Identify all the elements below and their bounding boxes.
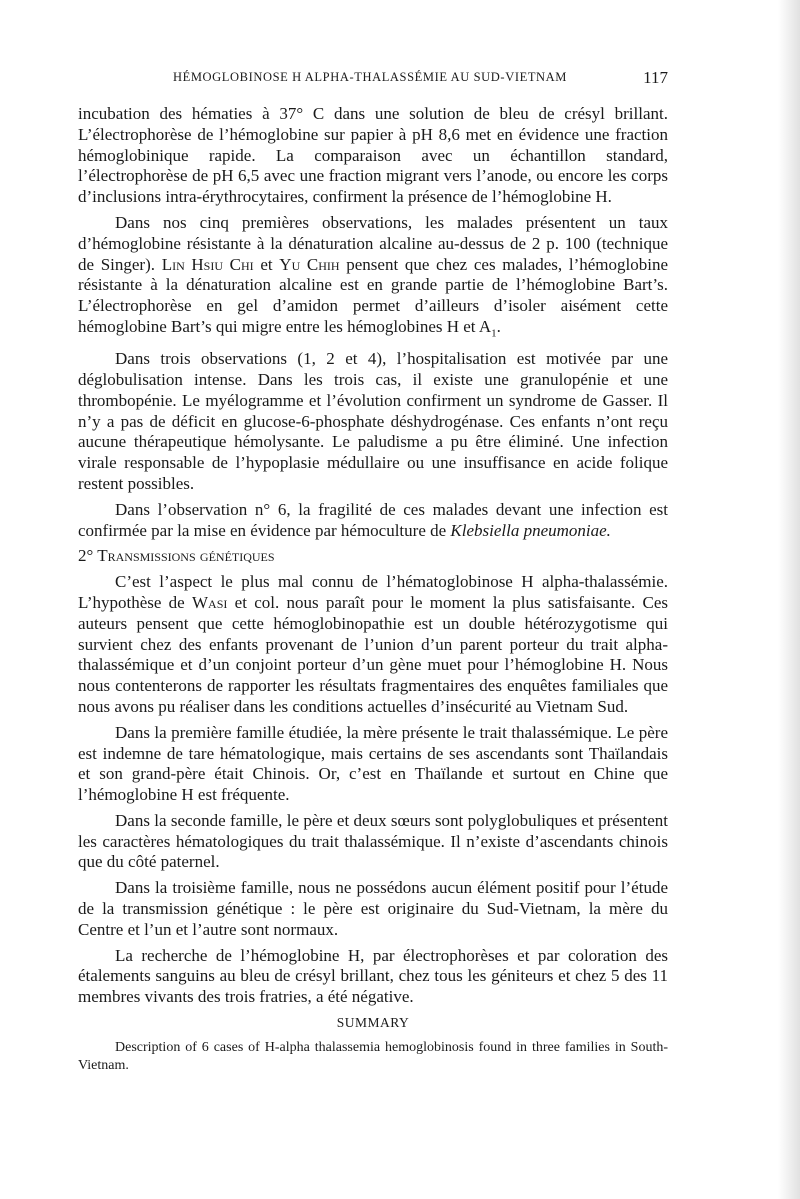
summary-title: SUMMARY [336, 1015, 410, 1031]
paragraph-5-text-b: et col. nous paraît pour le moment la plus satisfaisante. Ces auteurs pensent que cette hémoglobinopathie est un double hétérozygotisme qui survient chez des enfants provenant de l’union d’un parent porteur du trait alpha-thalassémique et d’un conjoint porteur d’un gène muet pour l’hémoglobine H. Nous nous contenterons de rapporter les résultats fragmentaires des enquêtes familiales que nous avons pu réaliser dans les conditions actuelles d’insécurité au Vietnam Sud. [78, 592, 668, 716]
author-wasi: Wasi [192, 592, 228, 612]
paragraph-3: Dans trois observations (1, 2 et 4), l’hospitalisation est motivée par une déglobulisation intense. Dans les trois cas, il existe une granulopénie et une thrombopénie. Le myélogramme et l’évolution confirment un syndrome de Gasser. Il n’y a pas de déficit en glucose-6-phosphate déshydrogénase. Ces enfants n’ont reçu aucune thérapeutique hémolysante. Le paludisme a pu être éliminé. Une infection virale responsable de l’hypoplasie médullaire ou une insuffisance en acide folique restent possibles. [78, 349, 668, 493]
page-edge-shadow [778, 0, 800, 1199]
paragraph-2-text-c: pensent que chez ces malades, l’hémoglobine résistante à la dénaturation alcaline est en grande partie de l’hémoglobine Bart’s. L’électrophorèse en gel d’amidon permet d’ailleurs d’isoler aisément cette hémoglobine Bart’s qui migre entre les hémoglobines H et A [78, 254, 668, 336]
species-name: Klebsiella pneumoniae. [450, 520, 611, 540]
paragraph-6: Dans la première famille étudiée, la mère présente le trait thalassémique. Le père est indemne de tare hématologique, mais certains de ses ascendants sont Thaïlandais et son grand-père était Chinois. Or, c’est en Thaïlande et surtout en Chine que l’hémoglobine H est fréquente. [78, 722, 668, 805]
body-text [78, 104, 668, 1080]
paragraph-7: Dans la seconde famille, le père et deux sœurs sont polyglobuliques et présentent les caractères hématologiques du trait thalassémique. Il n’existe d’ascendants chinois que du côté paternel. [78, 810, 668, 872]
author-yu-chih: Yu Chih [279, 254, 340, 274]
paragraph-5-text-a: C’est l’aspect le plus mal connu de l’hématoglobinose H alpha-thalassémie. L’hypothèse de [78, 572, 668, 612]
paragraph-5 [78, 572, 668, 718]
author-lin-hsiu-chi: Lin Hsiu Chi [161, 254, 254, 274]
subscript-1: 1 [491, 327, 497, 340]
paragraph-2-text-a: Dans nos cinq premières observations, les malades présentent un taux d’hémoglobine résistante à la dénaturation alcaline au-dessus de 2 p. 100 (technique de Singer). [78, 212, 668, 274]
section-heading: 2° Transmissions génétiques [78, 546, 275, 566]
paragraph-4-text: Dans l’observation n° 6, la fragilité de ces malades devant une infection est confirmée par la mise en évidence par hémoculture de [78, 499, 668, 540]
paragraph-2-end: . [496, 316, 501, 336]
paragraph-4 [78, 500, 668, 542]
paragraph-8: Dans la troisième famille, nous ne possédons aucun élément positif pour l’étude de la transmission génétique : le père est originaire du Sud-Vietnam, la mère du Centre et l’un et l’autre sont normaux. [78, 878, 668, 939]
paragraph-1: incubation des hématies à 37° C dans une solution de bleu de crésyl brillant. L’électrophorèse de l’hémoglobine sur papier à pH 8,6 met en évidence une fraction hémoglobinique rapide. La comparaison avec un échantillon standard, l’électrophorèse de pH 6,5 avec une fraction migrant vers l’anode, ou encore les corps d’inclusions intra-érythrocytaires, confirment la présence de l’hémoglobine H. [78, 104, 668, 207]
page-number: 117 [643, 68, 668, 87]
paragraph-2-text-b: et [253, 254, 280, 274]
paragraph-9: La recherche de l’hémoglobine H, par électrophorèses et par coloration des étalements sanguins au bleu de crésyl brillant, chez tous les géniteurs et chez 5 des 11 membres vivants des trois fratries, a été négative. [78, 945, 668, 1007]
paragraph-2 [78, 213, 668, 344]
running-title: HÉMOGLOBINOSE H ALPHA-THALASSÉMIE AU SUD-VIETNAM [172, 70, 568, 84]
summary-text: Description of 6 cases of H-alpha thalassemia hemoglobinosis found in three families in South-Vietnam. [78, 1039, 668, 1073]
